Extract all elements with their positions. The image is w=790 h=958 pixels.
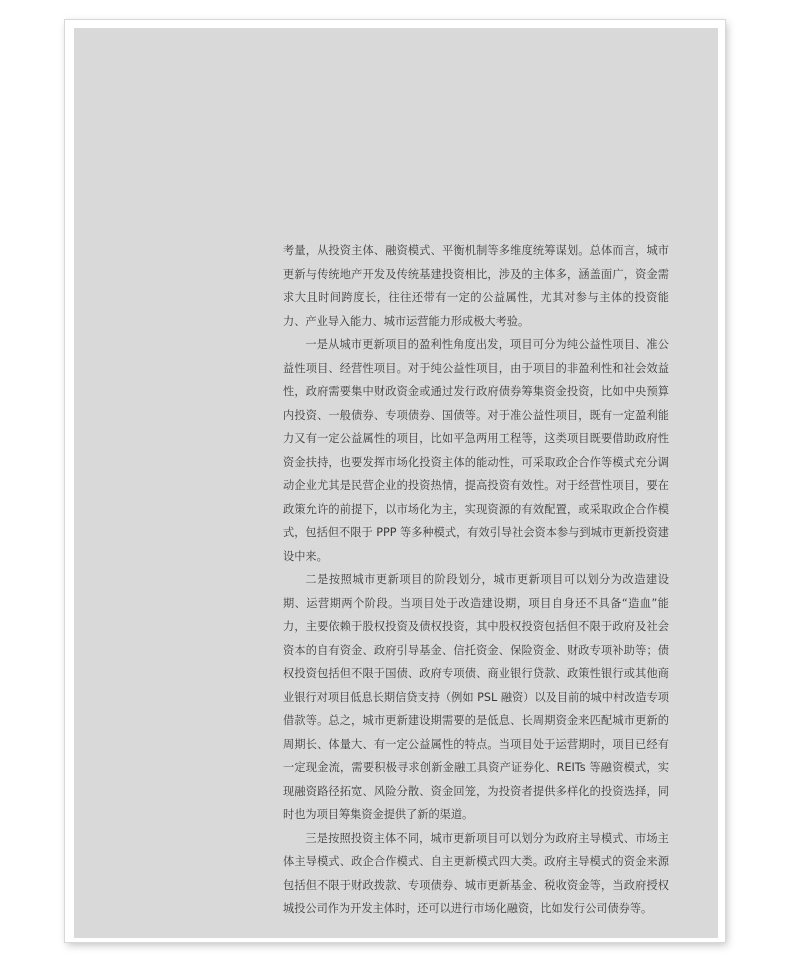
paragraph-intro: 考量，从投资主体、融资模式、平衡机制等多维度统筹谋划。总体而言，城市更新与传统地产开发及传统基建投资相比，涉及的主体多，涵盖面广，资金需求大且时间跨度长，往往还带有一定的公益属性，尤其对参与主体的投资能力、产业导入能力、城市运营能力形成极大考验。 — [283, 244, 669, 328]
document-page — [74, 28, 718, 938]
paragraph-profitability: 一是从城市更新项目的盈利性角度出发，项目可分为纯公益性项目、准公益性项目、经营性项目。对于纯公益性项目，由于项目的非盈利性和社会效益性，政府需要集中财政资金或通过发行政府债券筹集资金投资，比如中央预算内投资、一般债券、专项债券、国债等。对于准公益性项目，既有一定盈利能力又有一定公益属性的项目，比如平急两用工程等，这类项目既要借助政府性资金扶持，也要发挥市场化投资主体的能动性，可采取政企合作等模式充分调动企业尤其是民营企业的投资热情，提高投资有效性。对于经营性项目，要在政策允许的前提下，以市场化为主，实现资源的有效配置，或采取政企合作模式，包括但不限于 PPP 等多种模式，有效引导社会资本参与到城市更新投资建设中来。 — [283, 338, 669, 563]
body-text — [283, 239, 669, 921]
paragraph-stages: 二是按照城市更新项目的阶段划分，城市更新项目可以划分为改造建设期、运营期两个阶段。当项目处于改造建设期，项目自身还不具备“造血”能力，主要依赖于股权投资及债权投资，其中股权投资包括但不限于政府及社会资本的自有资金、政府引导基金、信托资金、保险资金、财政专项补助等；债权投资包括但不限于国债、政府专项债、商业银行贷款、政策性银行或其他商业银行对项目低息长期信贷支持（例如 PSL 融资）以及目前的城中村改造专项借款等。总之，城市更新建设期需要的是低息、长周期资金来匹配城市更新的周期长、体量大、有一定公益属性的特点。当项目处于运营期时，项目已经有一定现金流，需要积极寻求创新金融工具资产证券化、REITs 等融资模式，实现融资路径拓宽、风险分散、资金回笼，为投资者提供多样化的投资选择，同时也为项目筹集资金提供了新的渠道。 — [283, 573, 669, 821]
paragraph-investors: 三是按照投资主体不同，城市更新项目可以划分为政府主导模式、市场主体主导模式、政企合作模式、自主更新模式四大类。政府主导模式的资金来源包括但不限于财政拨款、专项债券、城市更新基金、税收资金等，当政府授权城投公司作为开发主体时，还可以进行市场化融资，比如发行公司债券等。 — [283, 831, 669, 915]
